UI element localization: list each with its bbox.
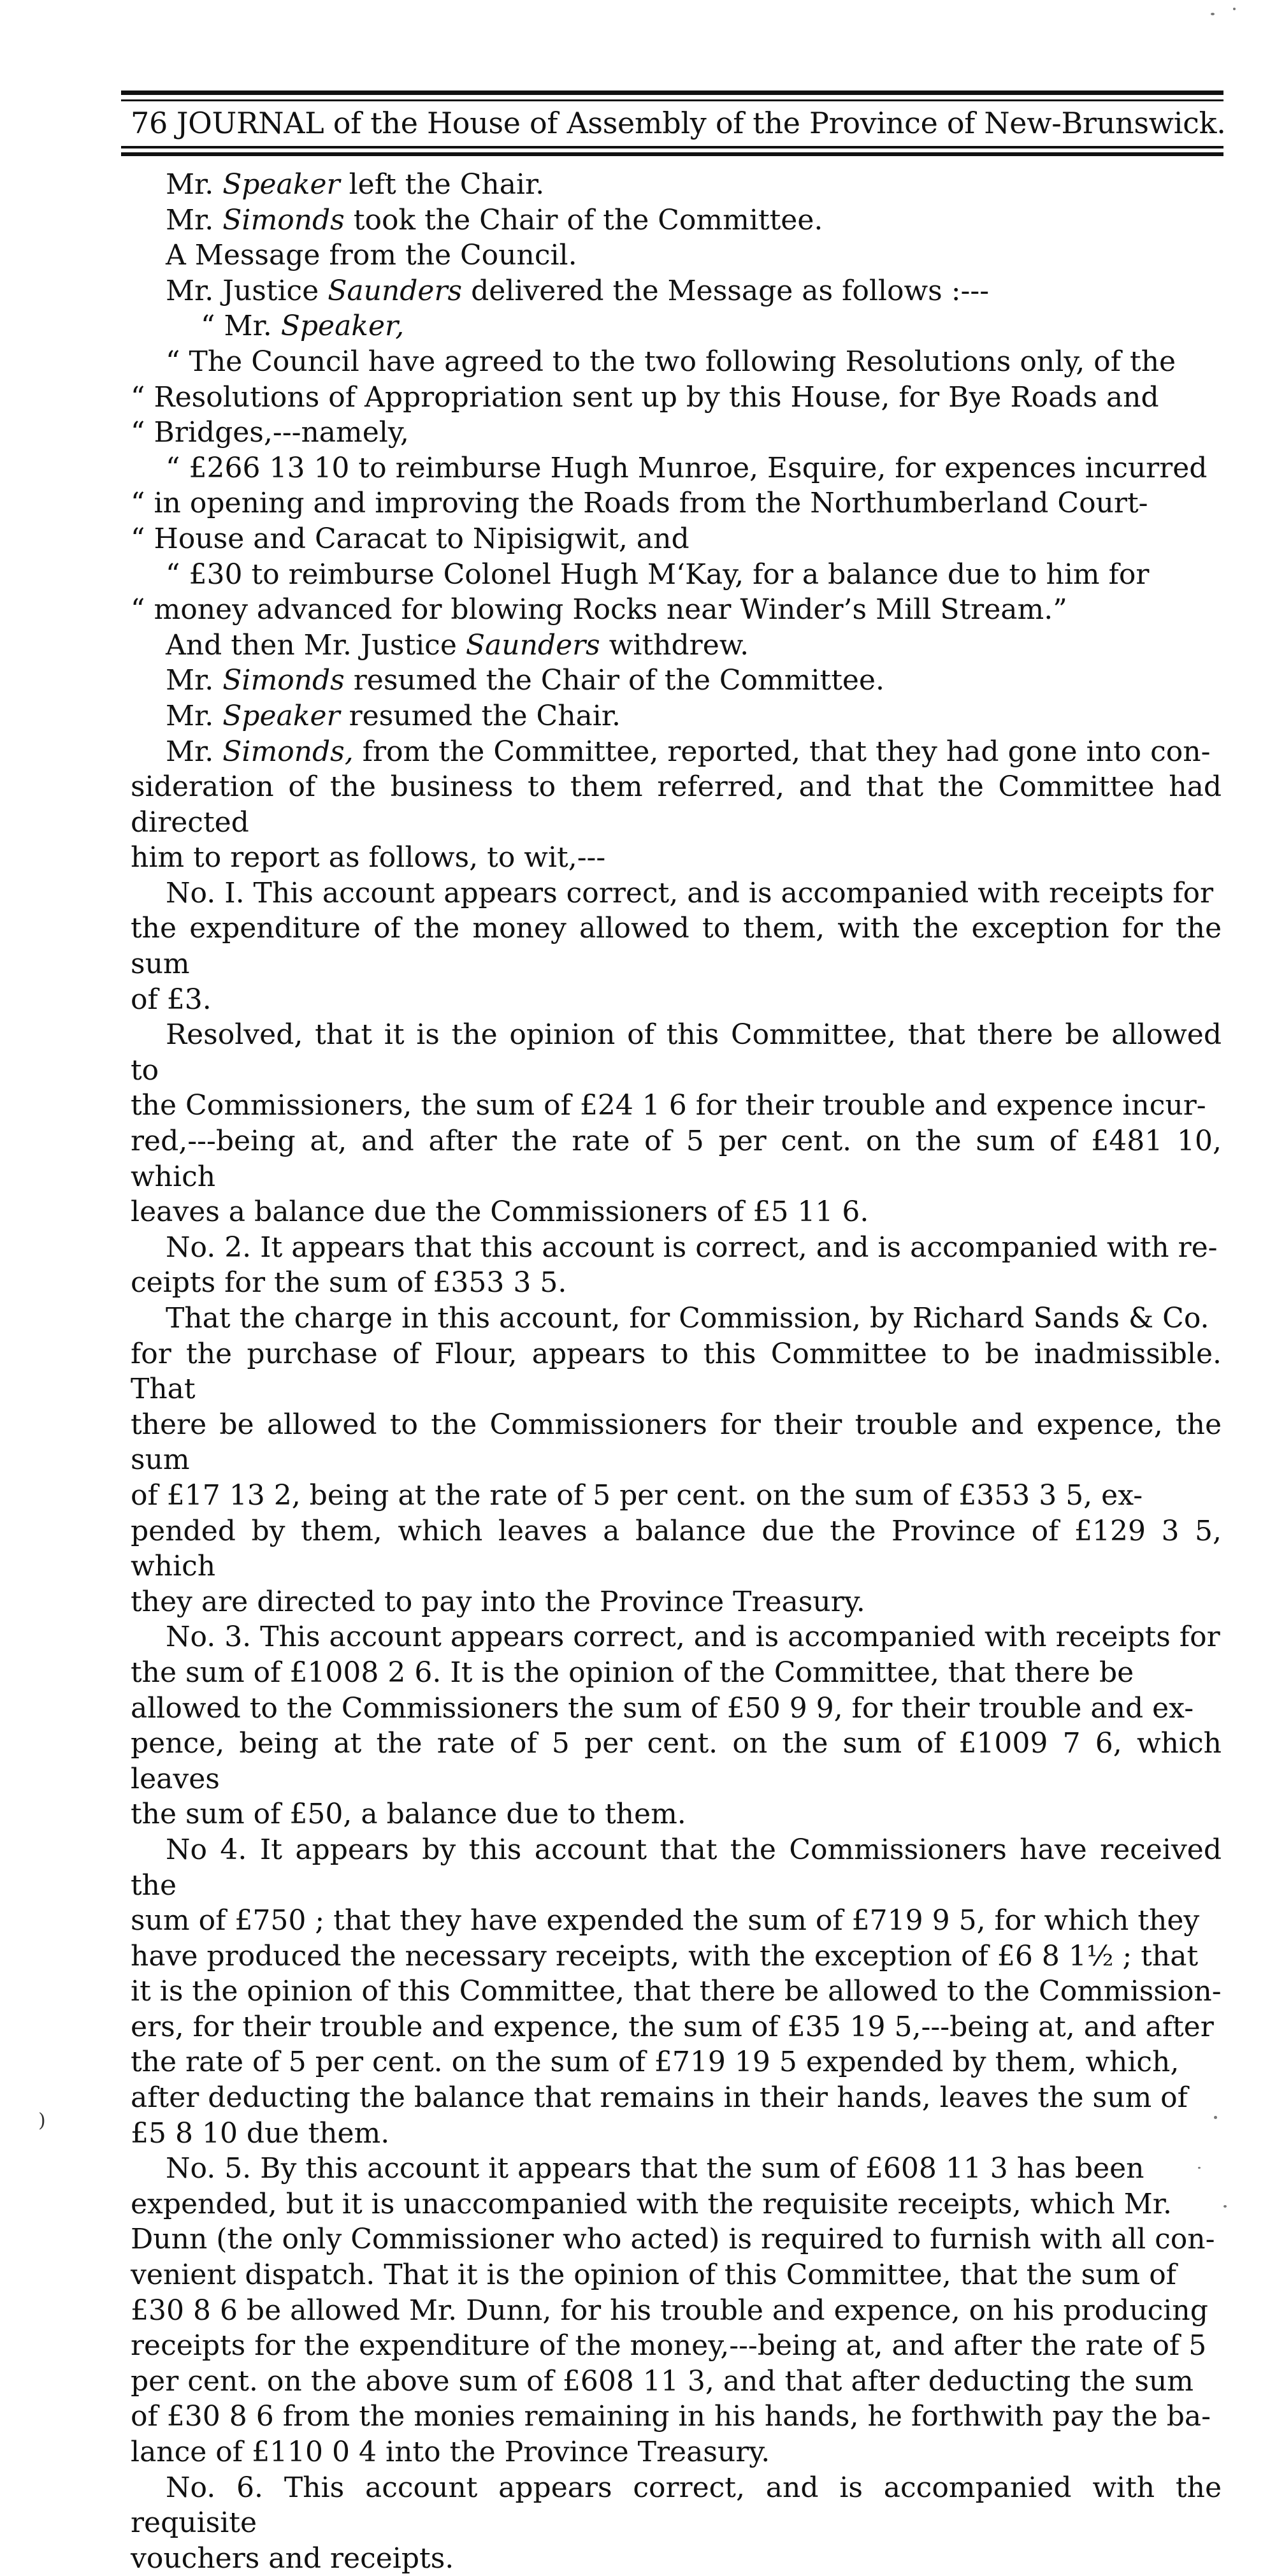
- account-no-1: No. I. This account appears correct, and is accompanied with receipts for the expenditure of the money allowed to them, with the exception for the sum of £3.: [131, 876, 1222, 1016]
- running-header: [131, 101, 1227, 145]
- journal-title-word: JOURNAL: [176, 106, 324, 140]
- header-rule-top-thick: [121, 90, 1223, 95]
- header-rule-bottom-thin: [121, 146, 1223, 148]
- quote-line: “ Resolutions of Appropriation sent up by this House, for Bye Roads and: [131, 380, 1159, 414]
- speaker-left-line: Mr. Speaker left the Chair.: [166, 168, 545, 201]
- quote-line: “ money advanced for blowing Rocks near Winder’s Mill Stream.”: [131, 593, 1067, 626]
- saunders-delivered-line: Mr. Justice Saunders delivered the Message as follows :---: [166, 274, 990, 307]
- account-no-3: No. 3. This account appears correct, and is accompanied with receipts for the sum of £1008 2 6. It is the opinion of the Committee, that there be allowed to the Commissioners the sum of £50 9 9, for their trouble and ex- pence, being at the rate of 5 per cent. on the sum of £1009 7 6, which leaves the sum of £50, a balance due to them.: [131, 1621, 1222, 1831]
- quote-line: “ £266 13 10 to reimburse Hugh Munroe, Esquire, for expences incurred: [166, 451, 1208, 484]
- report-line: Mr. Simonds, from the Committee, reported, that they had gone into con-: [166, 735, 1211, 768]
- simonds-took-chair-line: Mr. Simonds took the Chair of the Committee.: [166, 203, 823, 236]
- page-number: 76: [131, 106, 168, 140]
- header-rule-bottom-thick: [121, 152, 1223, 156]
- print-speck: [1233, 8, 1236, 10]
- account-no-6: No. 6. This account appears correct, and is accompanied with the requisite vouchers and receipts.: [131, 2471, 1222, 2575]
- margin-mark: ): [38, 2109, 46, 2132]
- account-no-2: No. 2. It appears that this account is correct, and is accompanied with re- ceipts for the sum of £353 3 5.: [131, 1231, 1218, 1299]
- quote-line: “ The Council have agreed to the two following Resolutions only, of the: [166, 345, 1176, 378]
- account-no-4: No 4. It appears by this account that the Commissioners have received the sum of £750 ; that they have expended the sum of £719 9 5, for which they have produced the necessary receipts, with the exception of £6 8 1½ ; that it is the opinion of this Committee, that there be allowed to the Commission- ers, for their trouble and expence, the sum of £35 19 5,---being at, and after the rate of 5 per cent. on the sum of £719 19 5 expended by them, which, after deducting the balance that remains in their hands, leaves the sum of £5 8 10 due them.: [131, 1833, 1222, 2150]
- quote-line: “ £30 to reimburse Colonel Hugh M‘Kay, for a balance due to him for: [166, 558, 1150, 591]
- speaker-resumed-line: Mr. Speaker resumed the Chair.: [166, 699, 621, 732]
- print-speck: [1211, 13, 1215, 15]
- simonds-resumed-line: Mr. Simonds resumed the Chair of the Committee.: [166, 664, 884, 697]
- commission-charge-paragraph: That the charge in this account, for Commission, by Richard Sands & Co. for the purchase of Flour, appears to this Committee to be inadmissible. That there be allowed to the Commissioners for their trouble and expence, the sum of £17 13 2, being at the rate of 5 per cent. on the sum of £353 3 5, ex- pended by them, which leaves a balance due the Province of £129 3 5, which they are directed to pay into the Province Treasury.: [131, 1302, 1222, 1618]
- quoted-salutation-line: “ Mr. Speaker,: [201, 310, 405, 343]
- journal-body: [131, 167, 1222, 2576]
- print-speck: [1198, 2167, 1201, 2169]
- quote-line: “ in opening and improving the Roads from the Northumberland Court-: [131, 487, 1148, 520]
- committee-report-intro: [131, 734, 1222, 876]
- print-speck: [1223, 2205, 1227, 2208]
- resolution-no-1: Resolved, that it is the opinion of this Committee, that there be allowed to the Commissioners, the sum of £24 1 6 for their trouble and expence incur- red,---being at, and after the rate of 5 per cent. on the sum of £481 10, which leaves a balance due the Commissioners of £5 11 6.: [131, 1018, 1222, 1229]
- message-from-council-line: A Message from the Council.: [166, 239, 577, 272]
- report-line: sideration of the business to them referred, and that the Committee had directed: [131, 771, 1222, 839]
- council-message-quote: [131, 344, 1222, 628]
- saunders-withdrew-line: And then Mr. Justice Saunders withdrew.: [166, 628, 749, 662]
- journal-title-rest: of the House of Assembly of the Province of New-Brunswick.: [333, 106, 1226, 140]
- quote-line: “ Bridges,---namely,: [131, 416, 409, 449]
- account-no-5: No. 5. By this account it appears that the sum of £608 11 3 has been expended, but it is unaccompanied with the requisite receipts, which Mr. Dunn (the only Commissioner who acted) is required to furnish with all con- venient dispatch. That it is the opinion of this Committee, that the sum of £30 8 6 be allowed Mr. Dunn, for his trouble and expence, on his producing receipts for the expenditure of the money,---being at, and after the rate of 5 per cent. on the above sum of £608 11 3, and that after deducting the sum of £30 8 6 from the monies remaining in his hands, he forthwith pay the ba- lance of £110 0 4 into the Province Treasury.: [131, 2152, 1215, 2468]
- report-line: him to report as follows, to wit,---: [131, 841, 606, 874]
- print-speck: [1214, 2116, 1217, 2119]
- quote-line: “ House and Caracat to Nipisigwit, and: [131, 522, 689, 555]
